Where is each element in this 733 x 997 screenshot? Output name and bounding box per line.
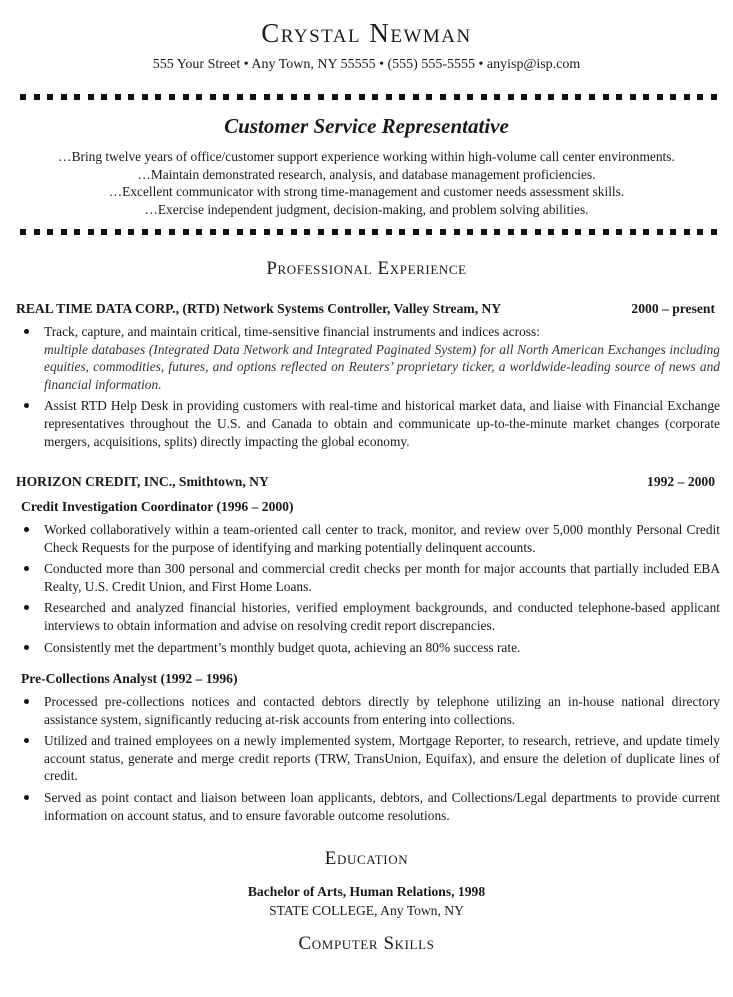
divider-dot [616, 229, 622, 235]
divider-dot [386, 94, 392, 100]
divider-dot [494, 229, 500, 235]
list-item: Conducted more than 300 personal and commercial credit checks per month for major accounts that partially included EBA Realty, U.S. Credit Union, and First Home Loans. [20, 560, 720, 595]
divider-dot [318, 229, 324, 235]
divider-dot [155, 229, 161, 235]
divider-dot [575, 94, 581, 100]
divider-dot [47, 229, 53, 235]
divider-dot [386, 229, 392, 235]
divider-dot [332, 94, 338, 100]
divider-dot [196, 229, 202, 235]
divider-dot [413, 229, 419, 235]
list-item: Processed pre-collections notices and contacted debtors directly by telephone utilizing an in-house national directory assistance system, significantly reducing at-risk accounts from entering into collections. [20, 693, 720, 728]
divider-dot [426, 94, 432, 100]
divider-dot [467, 94, 473, 100]
divider-dot [670, 94, 676, 100]
list-item: Served as point contact and liaison between loan applicants, debtors, and Collections/Legal departments to provide current information on account status, and to ensure favorable outcome resolutions. [20, 789, 720, 824]
objective-title: Customer Service Representative [224, 114, 509, 138]
divider-dot [359, 94, 365, 100]
divider-dot [345, 94, 351, 100]
divider-dot [237, 94, 243, 100]
divider-dot [169, 229, 175, 235]
list-item: Worked collaboratively within a team-oriented call center to track, monitor, and review over 5,000 monthly Personal Credit Check Requests for the purpose of identifying and marking potentially delinquent accounts. [20, 521, 720, 556]
divider-dot [34, 94, 40, 100]
education-degree: Bachelor of Arts, Human Relations, 1998 [247, 884, 486, 899]
list-item: Consistently met the department’s monthly budget quota, achieving an 80% success rate. [20, 639, 720, 657]
divider-dot [20, 94, 26, 100]
divider-dot [494, 94, 500, 100]
divider-dot [481, 94, 487, 100]
divider-dot [345, 229, 351, 235]
job-header-horizon [16, 474, 715, 490]
divider-dot [657, 229, 663, 235]
divider-dot [61, 229, 67, 235]
divider-dot [264, 94, 270, 100]
divider-dot [603, 229, 609, 235]
divider-dot [34, 229, 40, 235]
divider-dot [589, 94, 595, 100]
role-title: Credit Investigation Coordinator (1996 – 2000) [21, 499, 294, 514]
job-rtd-bullets [20, 323, 720, 454]
role1-bullets [20, 521, 720, 660]
divider-dot [291, 229, 297, 235]
divider-dot [169, 94, 175, 100]
divider-dot [142, 94, 148, 100]
divider-dot [196, 94, 202, 100]
summary-line: …Maintain demonstrated research, analysis, and database management proficiencies. [137, 166, 596, 182]
divider-dot [183, 94, 189, 100]
divider-dot [399, 229, 405, 235]
bullet-text: Track, capture, and maintain critical, time-sensitive financial instruments and indices across: [44, 324, 540, 339]
divider-dot [508, 229, 514, 235]
divider-dot [684, 229, 690, 235]
divider-dot [115, 229, 121, 235]
divider-dot [155, 94, 161, 100]
bullet-detail: multiple databases (Integrated Data Network and Integrated Paginated System) for all North American Exchanges including equities, commodities, futures, and options reflected on Reuters’ proprietary ticker, a worldwide-leading source of news and financial information. [44, 341, 720, 392]
divider-dot [426, 229, 432, 235]
list-item: Utilized and trained employees on a newly implemented system, Mortgage Reporter, to research, retrieve, and update timely account status, generate and merge credit reports (TRW, TransUnion, Equifax), and ensure the deletion of duplicate lines of credit. [20, 732, 720, 785]
experience-heading: Professional Experience [266, 258, 467, 279]
divider-dot [521, 229, 527, 235]
divider-dot [535, 94, 541, 100]
divider-dot [440, 94, 446, 100]
divider-dot [359, 229, 365, 235]
job-dates: 2000 – present [631, 301, 715, 316]
divider-dot [684, 94, 690, 100]
divider-dot [223, 229, 229, 235]
job-company: REAL TIME DATA CORP., (RTD) Network Systems Controller, Valley Stream, NY [16, 301, 502, 316]
job-company: HORIZON CREDIT, INC., Smithtown, NY [16, 474, 269, 489]
divider-dot [74, 229, 80, 235]
divider-dot [88, 229, 94, 235]
divider-dot [467, 229, 473, 235]
summary-line: …Excellent communicator with strong time-management and customer needs assessment skills. [108, 184, 625, 200]
divider-dot [88, 94, 94, 100]
divider-dot [277, 94, 283, 100]
divider-dot [183, 229, 189, 235]
divider-dot [250, 94, 256, 100]
divider-dot [304, 229, 310, 235]
divider-dot [697, 94, 703, 100]
divider-dot [223, 94, 229, 100]
divider-dot [332, 229, 338, 235]
divider-dot [210, 94, 216, 100]
divider-dot [413, 94, 419, 100]
role2-bullets [20, 693, 720, 828]
divider-dot [128, 229, 134, 235]
divider-dot [101, 94, 107, 100]
divider-dot [20, 229, 26, 235]
divider-dot [47, 94, 53, 100]
divider-dot [399, 94, 405, 100]
divider-dot [548, 94, 554, 100]
divider-dot [630, 94, 636, 100]
divider-dot [481, 229, 487, 235]
divider-dot [372, 94, 378, 100]
list-item: Researched and analyzed financial histories, verified employment backgrounds, and conducted telephone-based applicant interviews to obtain information and advise on resolving credit report discrepancies. [20, 599, 720, 634]
candidate-name: Crystal Newman [261, 18, 472, 48]
objective-summary [0, 148, 733, 218]
divider-dot [264, 229, 270, 235]
divider-dot [562, 94, 568, 100]
divider-dot [711, 229, 717, 235]
divider-dot [291, 94, 297, 100]
divider-dot [508, 94, 514, 100]
divider-dot [630, 229, 636, 235]
list-item [20, 323, 720, 393]
summary-line: …Bring twelve years of office/customer support experience working within high-volume call center environments. [58, 149, 675, 164]
job-header-rtd [16, 301, 715, 317]
divider-dot [74, 94, 80, 100]
divider-dot [643, 229, 649, 235]
divider-dot [277, 229, 283, 235]
divider-dot [589, 229, 595, 235]
divider-dot [372, 229, 378, 235]
divider-top [20, 94, 717, 103]
list-item: Assist RTD Help Desk in providing customers with real-time and historical market data, and liaise with Financial Exchange representatives throughout the U.S. and Canada to obtain and communicate up-to-the-minute market changes (corporate mergers, acquisitions, splits) directly impacting the global economy. [20, 397, 720, 450]
divider-dot [643, 94, 649, 100]
divider-dot [454, 94, 460, 100]
education-heading: Education [324, 848, 409, 869]
divider-dot [603, 94, 609, 100]
divider-dot [711, 94, 717, 100]
divider-dot [142, 229, 148, 235]
job-dates: 1992 – 2000 [647, 474, 715, 489]
divider-dot [115, 94, 121, 100]
divider-dot [562, 229, 568, 235]
divider-dot [304, 94, 310, 100]
divider-bottom [20, 229, 717, 238]
divider-dot [697, 229, 703, 235]
contact-line: 555 Your Street • Any Town, NY 55555 • (555) 555-5555 • anyisp@isp.com [152, 57, 581, 72]
divider-dot [535, 229, 541, 235]
divider-dot [521, 94, 527, 100]
divider-dot [250, 229, 256, 235]
divider-dot [210, 229, 216, 235]
role-title: Pre-Collections Analyst (1992 – 1996) [21, 671, 238, 686]
skills-heading: Computer Skills [298, 933, 435, 954]
divider-dot [440, 229, 446, 235]
divider-dot [616, 94, 622, 100]
divider-dot [101, 229, 107, 235]
divider-dot [128, 94, 134, 100]
divider-dot [575, 229, 581, 235]
divider-dot [670, 229, 676, 235]
divider-dot [454, 229, 460, 235]
summary-line: …Exercise independent judgment, decision-making, and problem solving abilities. [144, 201, 589, 217]
divider-dot [237, 229, 243, 235]
divider-dot [657, 94, 663, 100]
divider-dot [61, 94, 67, 100]
divider-dot [548, 229, 554, 235]
divider-dot [318, 94, 324, 100]
education-school: STATE COLLEGE, Any Town, NY [269, 903, 464, 918]
